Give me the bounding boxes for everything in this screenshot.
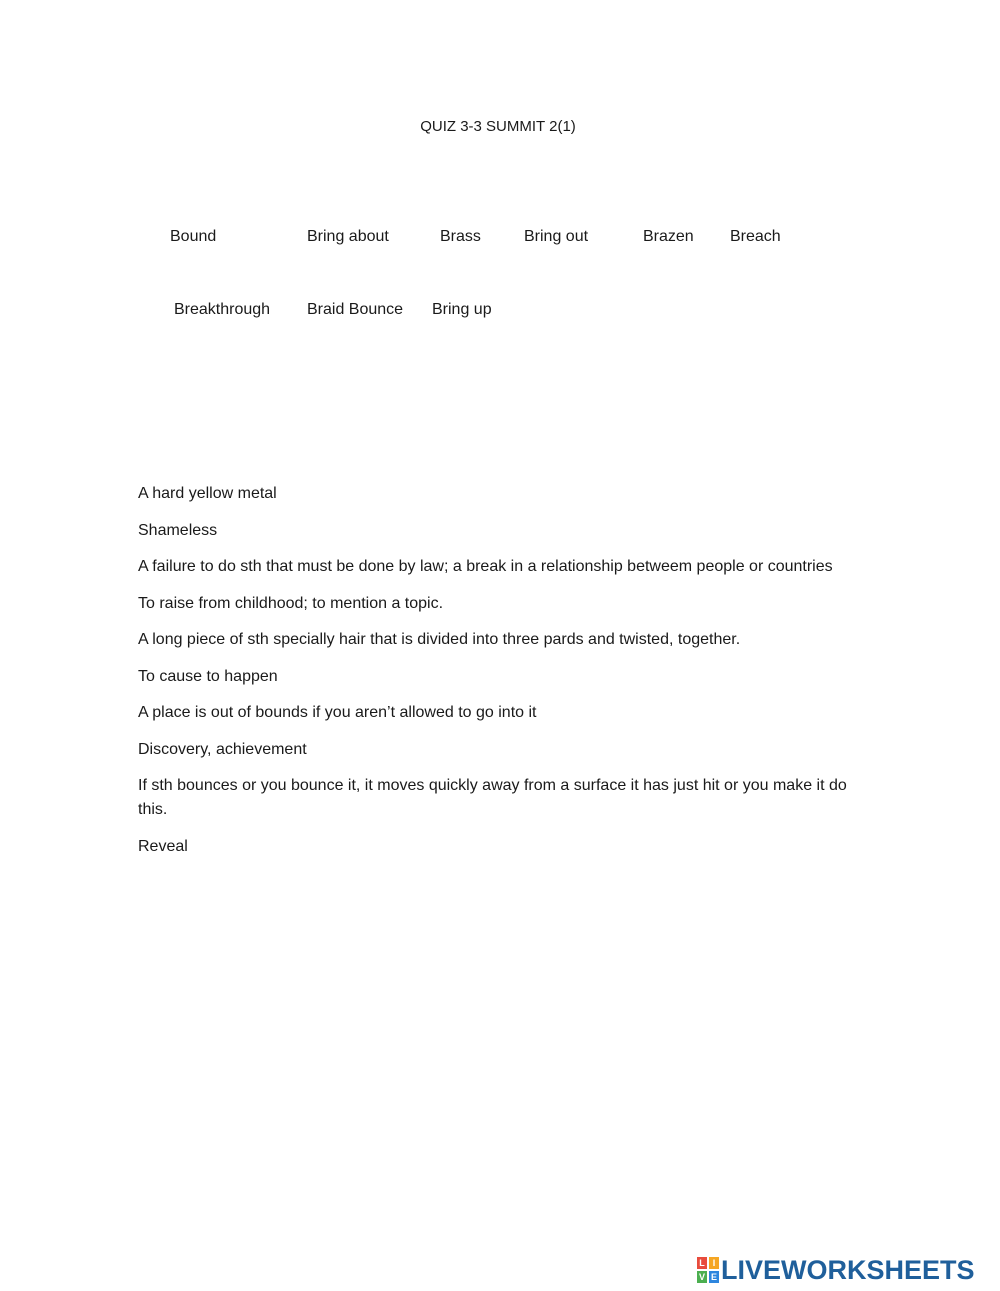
definition-item: Reveal [138, 837, 188, 855]
definition-item: To raise from childhood; to mention a topic. [138, 594, 444, 612]
definition-item: To cause to happen [138, 667, 278, 685]
word-bank-item: Brass [440, 228, 481, 245]
definition-item: A failure to do sth that must be done by law; a break in a relationship betweem people or countries [138, 558, 833, 575]
logo-block: L [697, 1257, 707, 1269]
logo-block: I [709, 1257, 719, 1269]
definition-item: A hard yellow metal [138, 485, 277, 502]
word-bank-item: Brazen [643, 228, 694, 245]
word-bank-item: Bring out [524, 228, 589, 245]
definition-item: Discovery, achievement [138, 740, 307, 758]
word-bank-item: Breakthrough [174, 301, 271, 318]
definition-item: A place is out of bounds if you aren’t allowed to go into it [138, 704, 537, 721]
logo-block: E [710, 1271, 717, 1282]
page-title: QUIZ 3-3 SUMMIT 2(1) [420, 118, 576, 135]
definitions-list [138, 482, 858, 871]
word-bank-item: Bring up [432, 301, 492, 318]
logo-block: V [698, 1271, 705, 1282]
logo-blocks-icon [697, 1257, 719, 1283]
word-bank-item: Bound [170, 228, 217, 245]
definition-item: A long piece of sth specially hair that is divided into three pards and twisted, together. [138, 631, 741, 648]
liveworksheets-logo [697, 1256, 975, 1284]
word-bank-item: Breach [730, 228, 781, 245]
logo-text: LIVEWORKSHEETS [721, 1254, 975, 1285]
word-bank-item: Bring about [307, 228, 389, 245]
definition-item: Shameless [138, 521, 218, 539]
definition-item: If sth bounces or you bounce it, it moves quickly away from a surface it has just hit or you make it do this. [138, 777, 847, 818]
word-bank-item: Braid Bounce [307, 301, 404, 318]
